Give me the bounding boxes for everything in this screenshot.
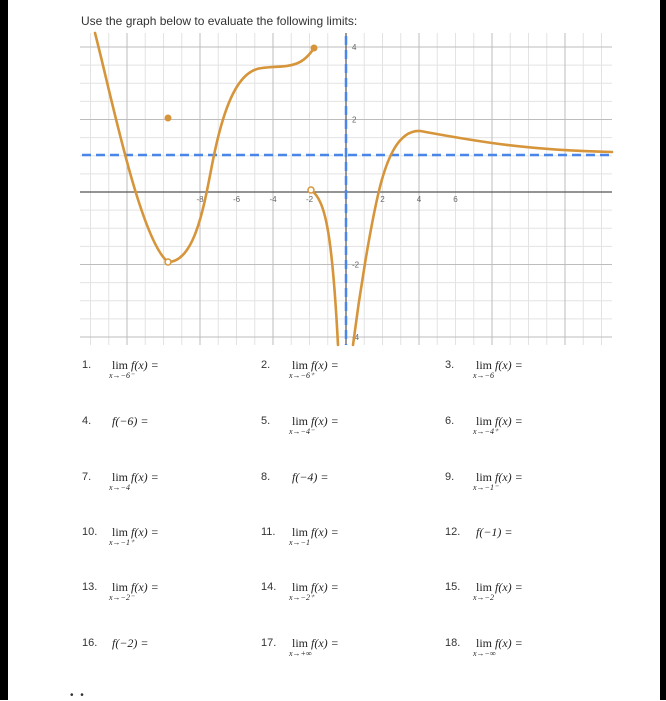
limit-subscript: x→−2⁻ xyxy=(109,593,135,602)
limit-subscript: x→−4⁺ xyxy=(473,427,499,436)
limit-operator xyxy=(289,414,315,436)
problem-number: 14. xyxy=(261,581,277,593)
problem-number: 1. xyxy=(82,359,92,371)
function-expression: f(x) = xyxy=(311,525,339,539)
problem-number: 11. xyxy=(261,526,276,538)
problem-number: 13. xyxy=(82,581,98,593)
problem-expression xyxy=(289,414,339,436)
function-expression: f(−4) = xyxy=(292,470,329,484)
problem-expression xyxy=(476,525,513,540)
problem-expression xyxy=(109,470,159,492)
x-tick-label: -8 xyxy=(196,195,204,204)
limit-subscript: x→−1 xyxy=(289,538,310,547)
limit-operator xyxy=(109,525,135,547)
asymptotes xyxy=(82,36,612,345)
problem-number: 9. xyxy=(445,471,455,483)
closed-point-minus1-4 xyxy=(311,45,318,52)
function-expression: f(x) = xyxy=(131,580,159,594)
lim-word: lim xyxy=(476,358,493,372)
lim-word: lim xyxy=(476,636,493,650)
lim-word: lim xyxy=(476,470,493,484)
instruction-text: Use the graph below to evaluate the following limits: xyxy=(81,14,358,28)
x-tick-label: 2 xyxy=(380,195,385,204)
lim-word: lim xyxy=(112,358,129,372)
problem-number: 17. xyxy=(261,637,277,649)
problem-expression xyxy=(112,636,149,651)
function-expression: f(x) = xyxy=(131,525,159,539)
problem-number: 15. xyxy=(445,581,461,593)
limit-subscript: x→−4⁻ xyxy=(289,427,315,436)
x-tick-label: 4 xyxy=(416,195,422,204)
problem-expression xyxy=(112,414,149,429)
function-expression: f(x) = xyxy=(131,470,159,484)
open-point-minus6-minus2 xyxy=(165,259,171,265)
limit-subscript: x→−∞ xyxy=(473,649,496,658)
problem-number: 10. xyxy=(82,526,98,538)
lim-word: lim xyxy=(476,414,493,428)
lim-word: lim xyxy=(292,580,309,594)
problem-number: 6. xyxy=(445,415,455,427)
footer-mark: • • xyxy=(70,690,86,701)
function-expression: f(x) = xyxy=(311,580,339,594)
limit-subscript: x→−1⁻ xyxy=(473,483,499,492)
lim-word: lim xyxy=(112,470,129,484)
limit-subscript: x→−6⁺ xyxy=(289,371,315,380)
limit-operator xyxy=(289,525,310,547)
function-expression: f(x) = xyxy=(131,358,159,372)
problem-expression xyxy=(473,414,523,436)
lim-word: lim xyxy=(292,636,309,650)
lim-word: lim xyxy=(292,358,309,372)
open-point-minus1-0 xyxy=(308,187,314,193)
function-expression: f(x) = xyxy=(495,358,523,372)
curve-middle-branch xyxy=(311,190,338,345)
lim-word: lim xyxy=(292,414,309,428)
curves xyxy=(95,33,612,345)
lim-word: lim xyxy=(112,525,129,539)
closed-point-minus6-2 xyxy=(165,115,172,122)
problem-expression xyxy=(473,636,523,658)
x-tick-label: -2 xyxy=(305,195,314,204)
limit-operator xyxy=(473,580,494,602)
x-tick-label: 6 xyxy=(453,195,458,204)
lim-word: lim xyxy=(292,525,309,539)
problem-number: 18. xyxy=(445,637,461,649)
problem-expression xyxy=(109,525,159,547)
function-expression: f(x) = xyxy=(495,636,523,650)
limit-operator xyxy=(289,580,315,602)
y-tick-label: -2 xyxy=(352,260,360,270)
function-expression: f(x) = xyxy=(495,414,523,428)
problem-expression xyxy=(292,470,329,485)
problem-expression xyxy=(289,636,339,658)
problem-expression xyxy=(473,580,523,602)
function-expression: f(x) = xyxy=(495,470,523,484)
y-tick-label: -4 xyxy=(352,333,360,342)
limit-operator xyxy=(109,470,130,492)
limit-subscript: x→−2⁺ xyxy=(289,593,315,602)
limit-subscript: x→−6 xyxy=(473,371,494,380)
limit-operator xyxy=(473,414,499,436)
function-expression: f(x) = xyxy=(495,580,523,594)
lim-word: lim xyxy=(476,580,493,594)
problem-expression xyxy=(289,358,339,380)
function-expression: f(x) = xyxy=(311,358,339,372)
problem-number: 4. xyxy=(82,415,92,427)
curve-left-branch xyxy=(95,33,314,262)
problem-number: 16. xyxy=(82,637,98,649)
function-expression: f(x) = xyxy=(311,414,339,428)
problem-number: 8. xyxy=(261,471,271,483)
limit-operator xyxy=(109,580,135,602)
limit-operator xyxy=(473,470,499,492)
function-expression: f(−2) = xyxy=(112,636,149,650)
limit-operator xyxy=(473,358,494,380)
function-expression: f(x) = xyxy=(311,636,339,650)
x-tick-label: -6 xyxy=(232,195,241,204)
problem-number: 3. xyxy=(445,359,455,371)
problem-number: 12. xyxy=(445,526,461,538)
function-expression: f(−1) = xyxy=(476,525,513,539)
limit-subscript: x→−4 xyxy=(109,483,130,492)
problem-number: 2. xyxy=(261,359,271,371)
x-tick-label: -4 xyxy=(269,195,277,204)
function-expression: f(−6) = xyxy=(112,414,149,428)
problem-expression xyxy=(109,358,159,380)
y-tick-label: 4 xyxy=(352,43,357,52)
problem-number: 7. xyxy=(82,471,92,483)
problem-number: 5. xyxy=(261,415,271,427)
problem-expression xyxy=(289,580,339,602)
limit-operator xyxy=(109,358,135,380)
limit-subscript: x→+∞ xyxy=(289,649,312,658)
problem-expression xyxy=(473,470,523,492)
limit-subscript: x→−6⁻ xyxy=(109,371,135,380)
limit-subscript: x→−2 xyxy=(473,593,494,602)
y-tick-label: 2 xyxy=(352,115,357,125)
limit-operator xyxy=(289,636,312,658)
limit-operator xyxy=(473,636,496,658)
curve-right-branch xyxy=(353,131,612,345)
problem-expression xyxy=(109,580,159,602)
problem-expression xyxy=(289,525,339,547)
limit-operator xyxy=(289,358,315,380)
limit-subscript: x→−1⁺ xyxy=(109,538,135,547)
problem-expression xyxy=(473,358,523,380)
lim-word: lim xyxy=(112,580,129,594)
